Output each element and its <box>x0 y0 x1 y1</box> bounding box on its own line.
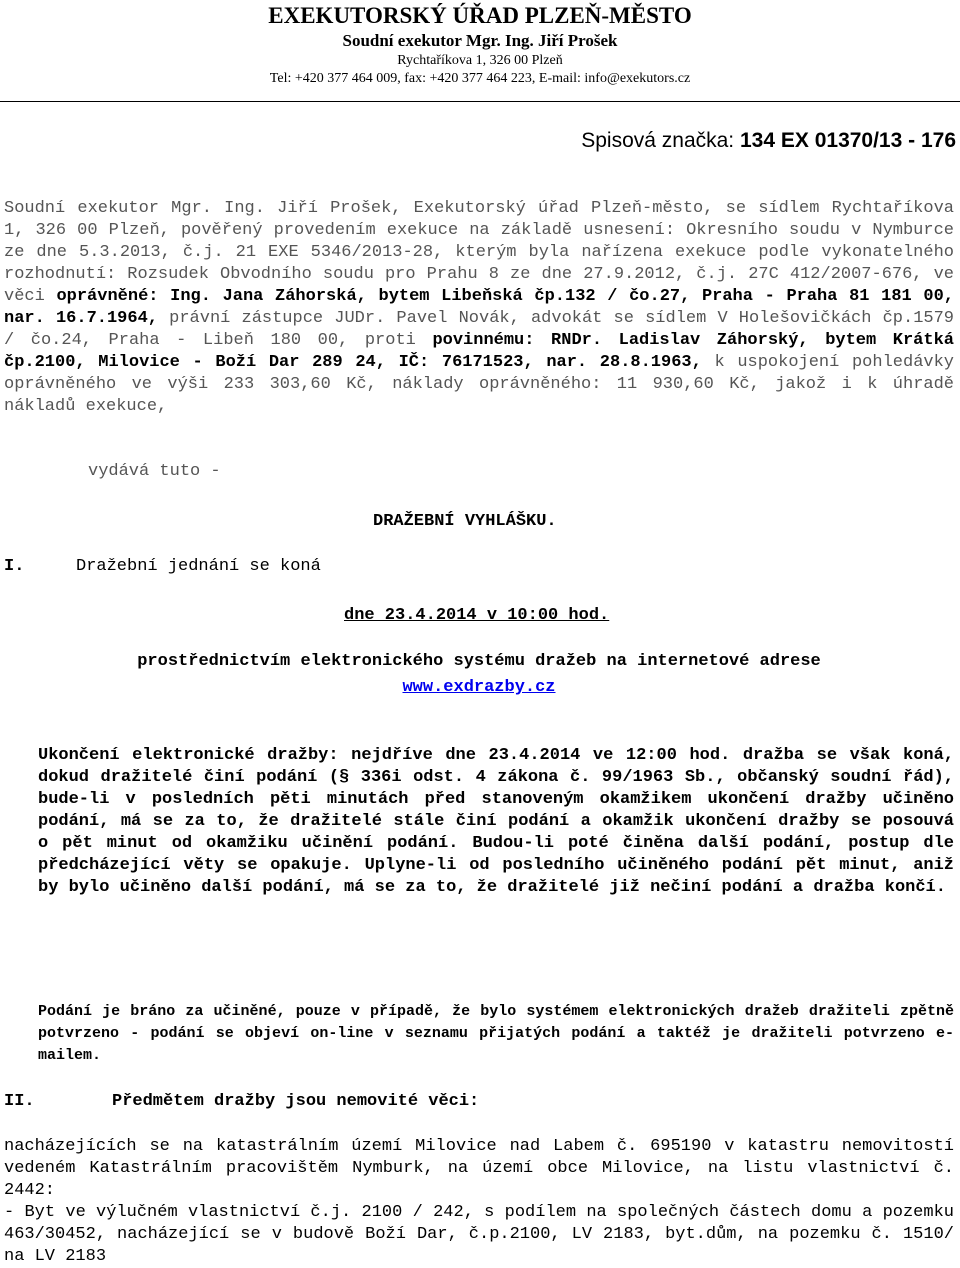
file-reference <box>581 128 956 154</box>
auction-date: dne 23.4.2014 v 10:00 hod. <box>344 606 610 625</box>
auction-url <box>4 677 954 699</box>
obliged-label: povinnému: <box>432 331 535 350</box>
file-reference-label: Spisová značka: <box>581 129 740 152</box>
issues-line: vydává tuto - <box>88 462 221 481</box>
entitled-party: Ing. Jana Záhorská, bytem Libeňská čp.132 / čo.27, Praha - Praha 81 181 00, nar. 16.7.1964, <box>4 287 954 328</box>
auction-via: prostřednictvím elektronického systému dražeb na internetové adrese <box>137 652 821 671</box>
auction-url-link[interactable]: www.exdrazby.cz <box>402 678 556 697</box>
officer-name: Soudní exekutor Mgr. Ing. Jiří Prošek <box>342 31 618 50</box>
section-1-title: Dražební jednání se koná <box>76 557 321 576</box>
intro-text-2: právní zástupce JUDr. Pavel Novák, advokát se sídlem V Holešovičkách čp.1579 / čo.24, Praha - Libeň 180 00, proti <box>4 309 954 350</box>
obliged-party: RNDr. Ladislav Záhorský, bytem Krátká čp.2100, Milovice - Boží Dar 289 24, IČ: 76171523, nar. 28.8.1963, <box>4 331 954 372</box>
office-contact: Tel: +420 377 464 009, fax: +420 377 464 223, E-mail: info@exekutors.cz <box>269 71 691 86</box>
section-1-number: I. <box>4 557 25 576</box>
section-2-title: Předmětem dražby jsou nemovité věci: <box>112 1092 480 1111</box>
property-item: - Byt ve výlučném vlastnictví č.j. 2100 / 242, s podílem na společných částech domu a pozemku 463/30452, nacházející se v budově Boží Dar, č.p.2100, LV 2183, byt.dům, na pozemku č. 1510/ na LV 2183 <box>4 1203 954 1266</box>
file-reference-value: 134 EX 01370/13 - 176 <box>739 129 956 152</box>
property-location: nacházejících se na katastrálním území Milovice nad Labem č. 695190 v katastru nemovitostí vedeném Katastrálním pracovištěm Nymburk, na území obce Milovice, na listu vlastnictví č. 2442: <box>4 1137 954 1200</box>
intro-text-1: Soudní exekutor Mgr. Ing. Jiří Prošek, Exekutorský úřad Plzeň-město, se sídlem Rychtaříkova 1, 326 00 Plzeň, pověřený provedením exekuce na základě usnesení: Okresního soudu v Nymburce ze dne 5.3.2013, č.j. 21 EXE 5346/2013-28, kterým byla nařízena exekuce podle vykonatelného rozhodnutí: Rozsudek Obvodního soudu pro Prahu 8 ze dne 27.9.2012, č.j. 27C 412/2007-676, ve věci <box>4 199 954 306</box>
letterhead-divider <box>0 101 960 102</box>
document-title: DRAŽEBNÍ VYHLÁŠKU. <box>373 512 557 531</box>
intro-paragraph <box>4 198 954 418</box>
auction-end-terms: Ukončení elektronické dražby: nejdříve dne 23.4.2014 ve 12:00 hod. dražba se však koná, dokud dražitelé činí podání (§ 336i odst. 4 zákona č. 99/1963 Sb., občanský soudní řád), bude-li v posledních pěti minutách před stanoveným okamžikem ukončení dražby učiněno podání, má se za to, že dražitelé stále činí podání a okamžik ukončení dražby se posouvá o pět minut od okamžiku učinění podání. Budou-li poté činěna další podání, postup dle předcházející věty se opakuje. Uplyne-li od posledního učiněného podání pět minut, aniž by bylo učiněno další podání, má se za to, že dražitelé již nečiní podání a dražba končí. <box>38 746 954 897</box>
submission-terms: Podání je bráno za učiněné, pouze v případě, že bylo systémem elektronických dražeb dražiteli zpětně potvrzeno - podání se objeví on-line v seznamu přijatých podání a taktéž je dražiteli potvrzeno e-mailem. <box>38 1003 954 1064</box>
section-2-heading <box>4 1091 479 1113</box>
intro-text-3: k uspokojení pohledávky oprávněného ve výši 233 303,60 Kč, náklady oprávněného: 11 930,60 Kč, jakož i k úhradě nákladů exekuce, <box>4 353 955 416</box>
letterhead <box>0 0 960 87</box>
entitled-label: oprávněné: <box>56 287 159 306</box>
property-description <box>4 1136 954 1268</box>
section-1-heading <box>4 556 321 578</box>
office-address: Rychtaříkova 1, 326 00 Plzeň <box>397 53 563 68</box>
office-name: EXEKUTORSKÝ ÚŘAD PLZEŇ-MĚSTO <box>268 3 692 28</box>
section-2-number: II. <box>4 1092 35 1111</box>
